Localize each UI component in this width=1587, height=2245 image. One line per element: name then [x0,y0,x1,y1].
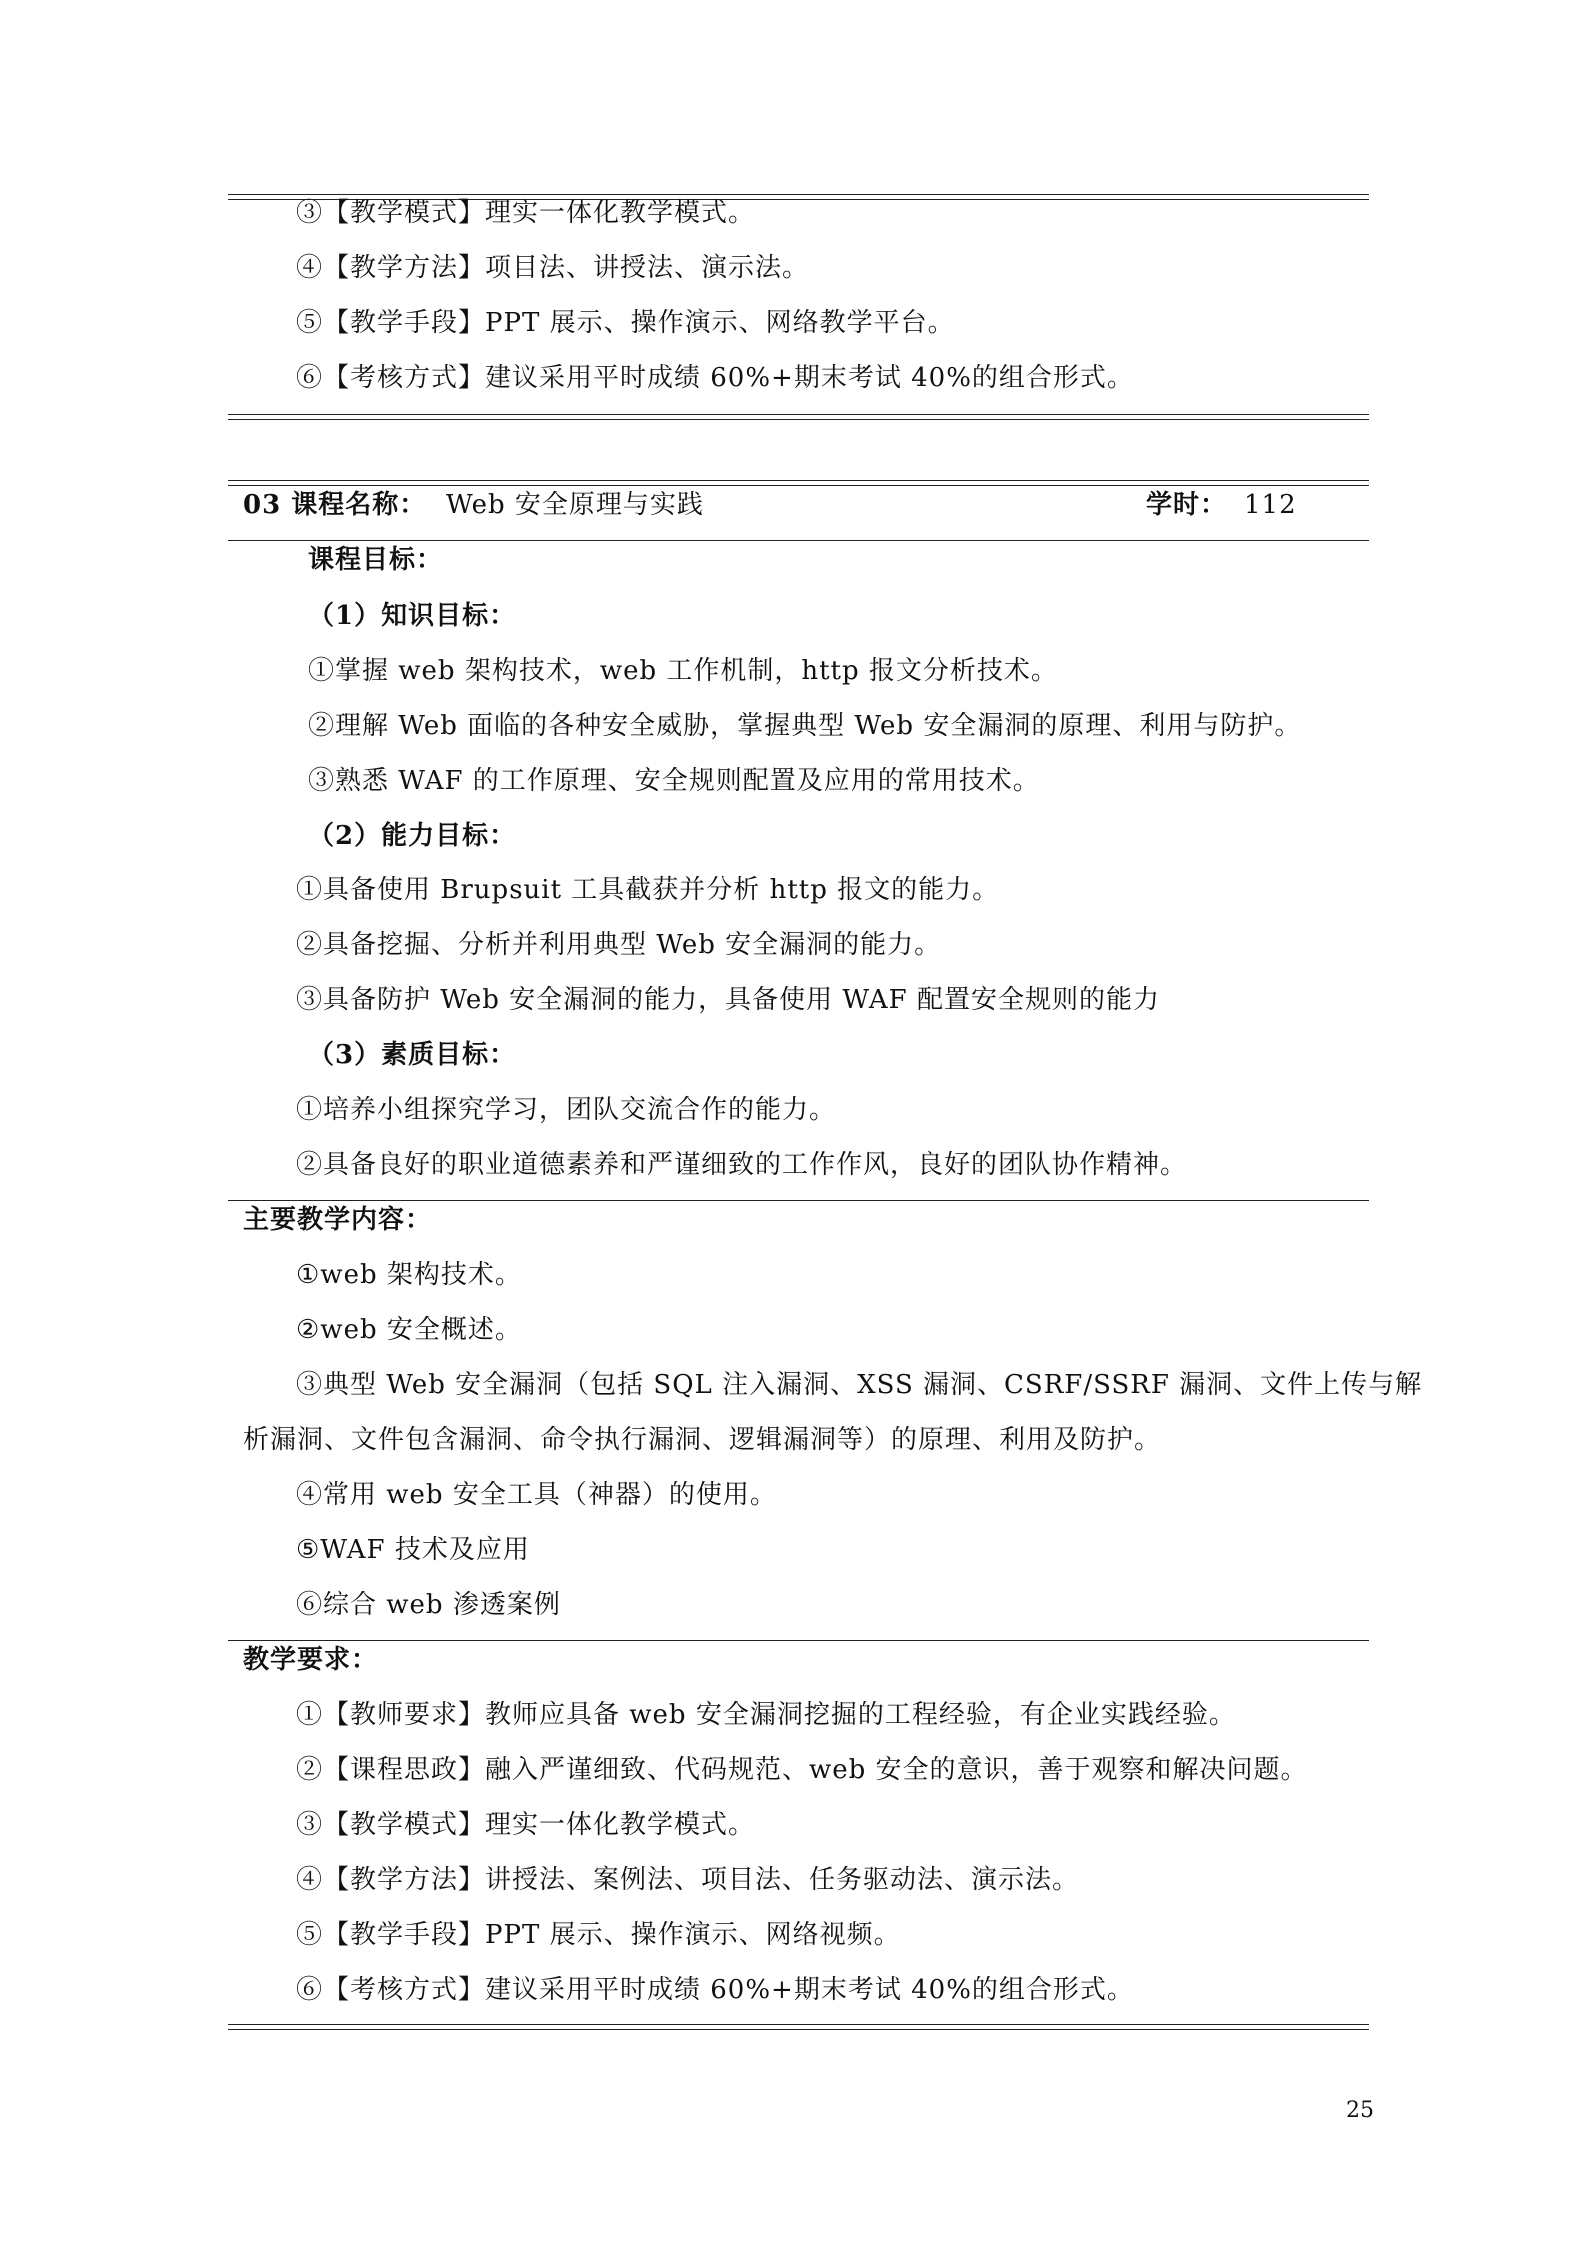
objectives-bottom-rule [228,1200,1369,1201]
content-item: ④常用 web 安全工具（神器）的使用。 [296,1480,777,1510]
content-title: 主要教学内容： [243,1205,433,1235]
ability-item: ③具备防护 Web 安全漏洞的能力，具备使用 WAF 配置安全规则的能力 [296,985,1160,1015]
content-item: ⑤WAF 技术及应用 [296,1535,530,1565]
quality-item: ①培养小组探究学习，团队交流合作的能力。 [296,1095,837,1125]
content-item: ⑥综合 web 渗透案例 [296,1590,561,1620]
prev-item: ⑥【考核方式】建议采用平时成绩 60%+期末考试 40%的组合形式。 [296,363,1134,393]
prev-item: ③【教学模式】理实一体化教学模式。 [296,198,756,228]
page-number: 25 [1346,2098,1374,2123]
knowledge-item: ②理解 Web 面临的各种安全威胁，掌握典型 Web 安全漏洞的原理、利用与防护。 [308,711,1302,741]
content-bottom-rule [228,1640,1369,1641]
course-header-top-rule [228,480,1369,486]
requirements-title: 教学要求： [243,1645,379,1675]
knowledge-item: ①掌握 web 架构技术，web 工作机制，http 报文分析技术。 [308,656,1058,686]
content-item: ②web 安全概述。 [296,1315,522,1345]
course-header-bottom-rule [228,540,1369,541]
requirement-item: ⑥【考核方式】建议采用平时成绩 60%+期末考试 40%的组合形式。 [296,1975,1134,2005]
quality-heading: （3）素质目标： [308,1040,517,1070]
requirement-item: ③【教学模式】理实一体化教学模式。 [296,1810,756,1840]
course-name: Web 安全原理与实践 [446,490,704,520]
ability-heading: （2）能力目标： [308,821,517,851]
prev-item: ⑤【教学手段】PPT 展示、操作演示、网络教学平台。 [296,308,955,338]
requirement-item: ④【教学方法】讲授法、案例法、项目法、任务驱动法、演示法。 [296,1865,1080,1895]
requirement-item: ⑤【教学手段】PPT 展示、操作演示、网络视频。 [296,1920,901,1950]
ability-item: ②具备挖掘、分析并利用典型 Web 安全漏洞的能力。 [296,930,942,960]
content-item: ③典型 Web 安全漏洞（包括 SQL 注入漏洞、XSS 漏洞、CSRF/SSRF 漏洞、文件上传与解 [296,1370,1423,1400]
course-hours: 112 [1244,490,1297,520]
course-hours-label: 学时： [1146,490,1228,520]
prev-item: ④【教学方法】项目法、讲授法、演示法。 [296,253,810,283]
objectives-title: 课程目标： [308,545,444,575]
knowledge-heading: （1）知识目标： [308,601,517,631]
requirement-item: ①【教师要求】教师应具备 web 安全漏洞挖掘的工程经验，有企业实践经验。 [296,1700,1236,1730]
course-name-label: 03 课程名称： [243,490,427,520]
requirements-bottom-rule [228,2024,1369,2030]
content-item: 析漏洞、文件包含漏洞、命令执行漏洞、逻辑漏洞等）的原理、利用及防护。 [243,1425,1162,1455]
quality-item: ②具备良好的职业道德素养和严谨细致的工作作风，良好的团队协作精神。 [296,1150,1188,1180]
content-item: ①web 架构技术。 [296,1260,522,1290]
knowledge-item: ③熟悉 WAF 的工作原理、安全规则配置及应用的常用技术。 [308,766,1040,796]
prev-section-bottom-rule [228,414,1369,420]
ability-item: ①具备使用 Brupsuit 工具截获并分析 http 报文的能力。 [296,875,1000,905]
requirement-item: ②【课程思政】融入严谨细致、代码规范、web 安全的意识，善于观察和解决问题。 [296,1755,1308,1785]
